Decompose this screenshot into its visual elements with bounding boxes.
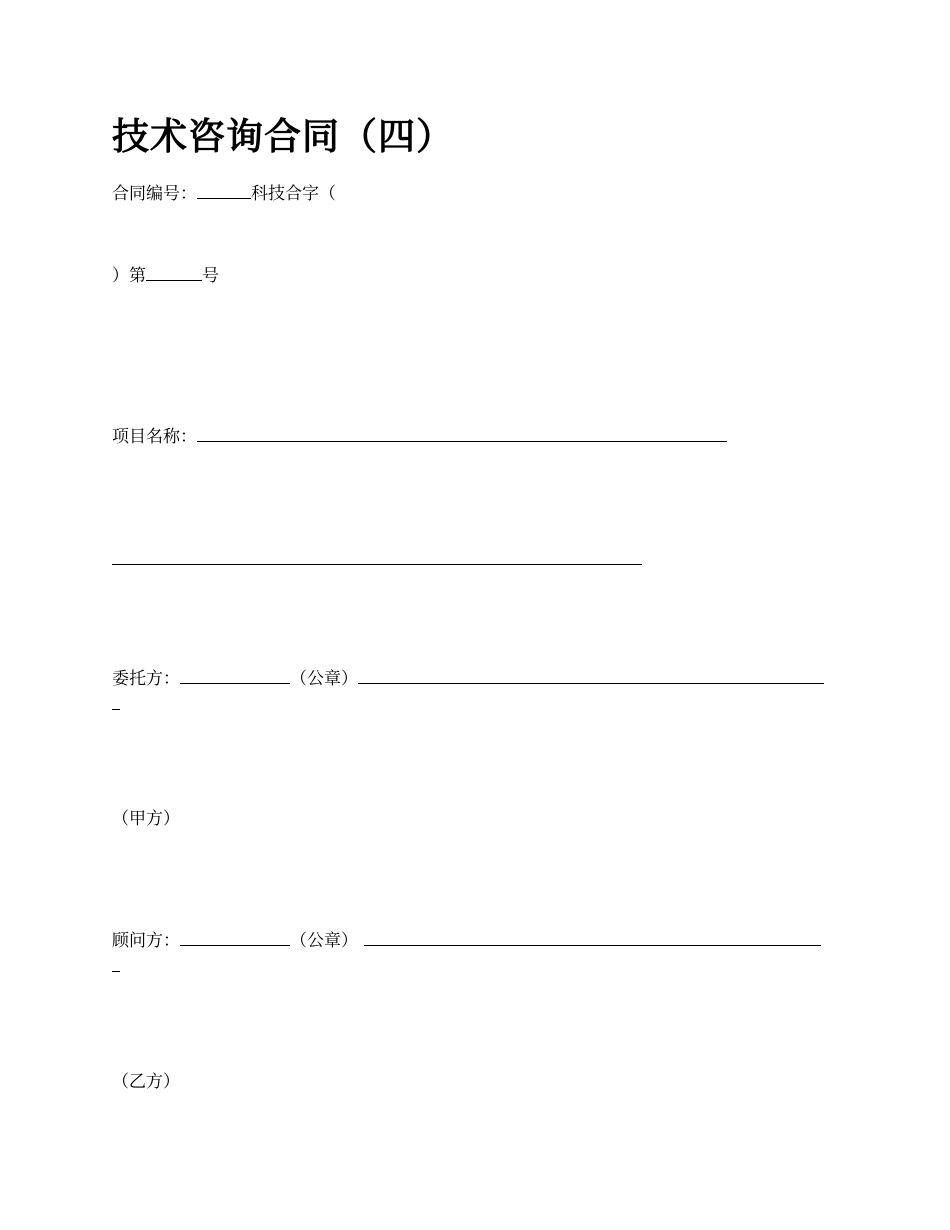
- consultant-seal-label: （公章）: [290, 931, 358, 951]
- contract-number-label: 合同编号：: [112, 184, 197, 204]
- contract-number-prefix: ）第: [112, 266, 146, 286]
- consultant-role-label: （乙方）: [112, 1072, 180, 1092]
- client-seal-blank[interactable]: [358, 666, 824, 684]
- consultant-seal-blank[interactable]: [364, 928, 821, 946]
- client-label: 委托方：: [112, 669, 180, 689]
- client-role-label: （甲方）: [112, 809, 180, 829]
- consultant-role-line: [112, 1070, 180, 1094]
- project-name-line: [112, 424, 727, 449]
- consultant-line-tail: [112, 954, 120, 979]
- consultant-name-blank[interactable]: [180, 928, 290, 946]
- client-name-blank[interactable]: [180, 666, 290, 684]
- contract-number-middle: 科技合字（: [251, 184, 336, 204]
- client-seal-blank-tail[interactable]: [112, 692, 120, 710]
- contract-number-blank-1[interactable]: [197, 181, 251, 199]
- project-name-blank-2[interactable]: [112, 547, 642, 565]
- contract-number-blank-2[interactable]: [146, 263, 202, 281]
- contract-number-line: [112, 181, 336, 206]
- client-line-tail: [112, 692, 120, 717]
- client-line: [112, 666, 824, 691]
- project-name-line-2: [112, 547, 642, 572]
- contract-number-line-2: [112, 263, 219, 288]
- project-name-blank-1[interactable]: [197, 424, 727, 442]
- client-seal-label: （公章）: [290, 669, 358, 689]
- contract-number-suffix: 号: [202, 266, 219, 286]
- client-role-line: [112, 807, 180, 831]
- consultant-label: 顾问方：: [112, 931, 180, 951]
- consultant-seal-blank-tail[interactable]: [112, 954, 120, 972]
- document-title: 技术咨询合同（四）: [112, 114, 454, 158]
- project-name-label: 项目名称：: [112, 427, 197, 447]
- consultant-line: [112, 928, 821, 953]
